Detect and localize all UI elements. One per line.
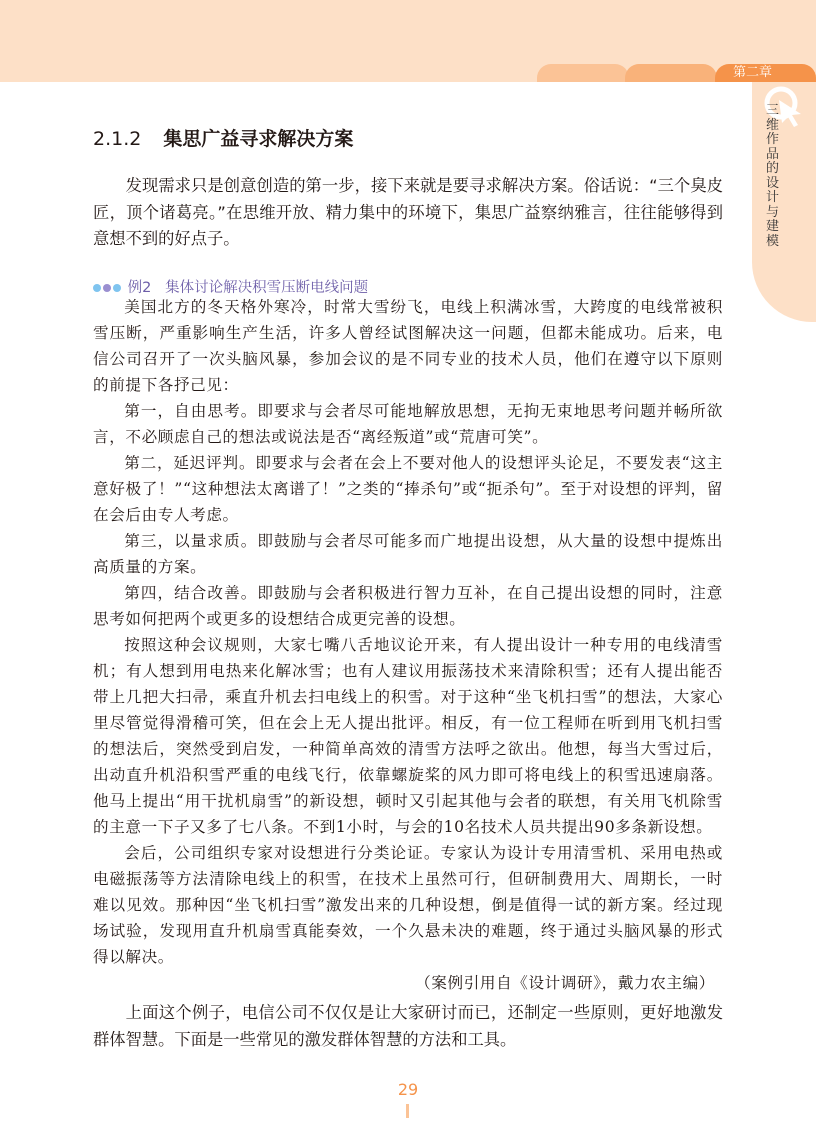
example-paragraph: 第四，结合改善。即鼓励与会者积极进行智力互补，在自己提出设想的同时，注意思考如何把两个或更多的设想结合成更完善的设想。: [93, 584, 723, 628]
section-number: 2.1.2: [93, 128, 142, 150]
example-heading: 集体讨论解决积雪压断电线问题: [165, 280, 369, 296]
example-paragraph: 第一，自由思考。即要求与会者尽可能地解放思想，无拘无束地思考问题并畅所欲言，不必顾虑自己的想法或说法是否“离经叛道”或“荒唐可笑”。: [93, 402, 723, 446]
dot-icon: [103, 284, 111, 292]
section-heading: [93, 124, 353, 151]
page-number-bar: [406, 1104, 409, 1118]
example-paragraph: 会后，公司组织专家对设想进行分类论证。专家认为设计专用清雪机、采用电热或电磁振荡等方法清除电线上的积雪，在技术上虽然可行，但研制费用大、周期长，一时难以见效。那种因“坐飞机扫雪”激发出来的几种设想，倒是值得一试的新方案。经过现场试验，发现用直升机扇雪真能奏效，一个久悬未决的难题，终于通过头脑风暴的形式得以解决。: [93, 844, 723, 966]
side-title: 三维作品的设计与建模: [766, 103, 780, 249]
chapter-tab-decor: [625, 64, 717, 82]
dot-icon: [93, 284, 101, 292]
chapter-tab: 第二章: [715, 64, 816, 82]
example-body: [93, 294, 723, 996]
example-citation: （案例引用自《设计调研》，戴力农主编）: [415, 974, 715, 992]
example-paragraph: 第三，以量求质。即鼓励与会者尽可能多而广地提出设想，从大量的设想中提炼出高质量的方案。: [93, 532, 723, 576]
section-title: 集思广益寻求解决方案: [163, 128, 354, 150]
dot-icon: [113, 284, 121, 292]
page-number: 29: [397, 1080, 419, 1099]
intro-paragraph: 发现需求只是创意创造的第一步，接下来就是要寻求解决方案。俗话说：“三个臭皮匠，顶个诸葛亮。”在思维开放、精力集中的环境下，集思广益察纳雅言，往往能够得到意想不到的好点子。: [93, 176, 723, 248]
example-paragraph: 第二，延迟评判。即要求与会者在会上不要对他人的设想评头论足，不要发表“这主意好极了！”“这种想法太离谱了！”之类的“捧杀句”或“扼杀句”。至于对设想的评判，留在会后由专人考虑。: [93, 454, 723, 524]
example-paragraph: 按照这种会议规则，大家七嘴八舌地议论开来，有人提出设计一种专用的电线清雪机；有人想到用电热来化解冰雪；也有人建议用振荡技术来清除积雪；还有人提出能否带上几把大扫帚，乘直升机去扫电线上的积雪。对于这种“坐飞机扫雪”的想法，大家心里尽管觉得滑稽可笑，但在会上无人提出批评。相反，有一位工程师在听到用飞机扫雪的想法后，突然受到启发，一种简单高效的清雪方法呼之欲出。他想，每当大雪过后，出动直升机沿积雪严重的电线飞行，依靠螺旋桨的风力即可将电线上的积雪迅速扇落。他马上提出“用干扰机扇雪”的新设想，顿时又引起其他与会者的联想，有关用飞机除雪的主意一下子又多了七八条。不到1小时，与会的10名技术人员共提出90多条新设想。: [93, 636, 723, 836]
example-label: 例2: [127, 280, 152, 296]
example-paragraph: 美国北方的冬天格外寒冷，时常大雪纷飞，电线上积满冰雪，大跨度的电线常被积雪压断，严重影响生产生活，许多人曾经试图解决这一问题，但都未能成功。后来，电信公司召开了一次头脑风暴，参加会议的是不同专业的技术人员，他们在遵守以下原则的前提下各抒己见：: [93, 298, 723, 394]
closing-paragraph: 上面这个例子，电信公司不仅仅是让大家研讨而已，还制定一些原则，更好地激发群体智慧。下面是一些常见的激发群体智慧的方法和工具。: [93, 1003, 723, 1049]
chapter-tab-decor: [537, 64, 629, 82]
